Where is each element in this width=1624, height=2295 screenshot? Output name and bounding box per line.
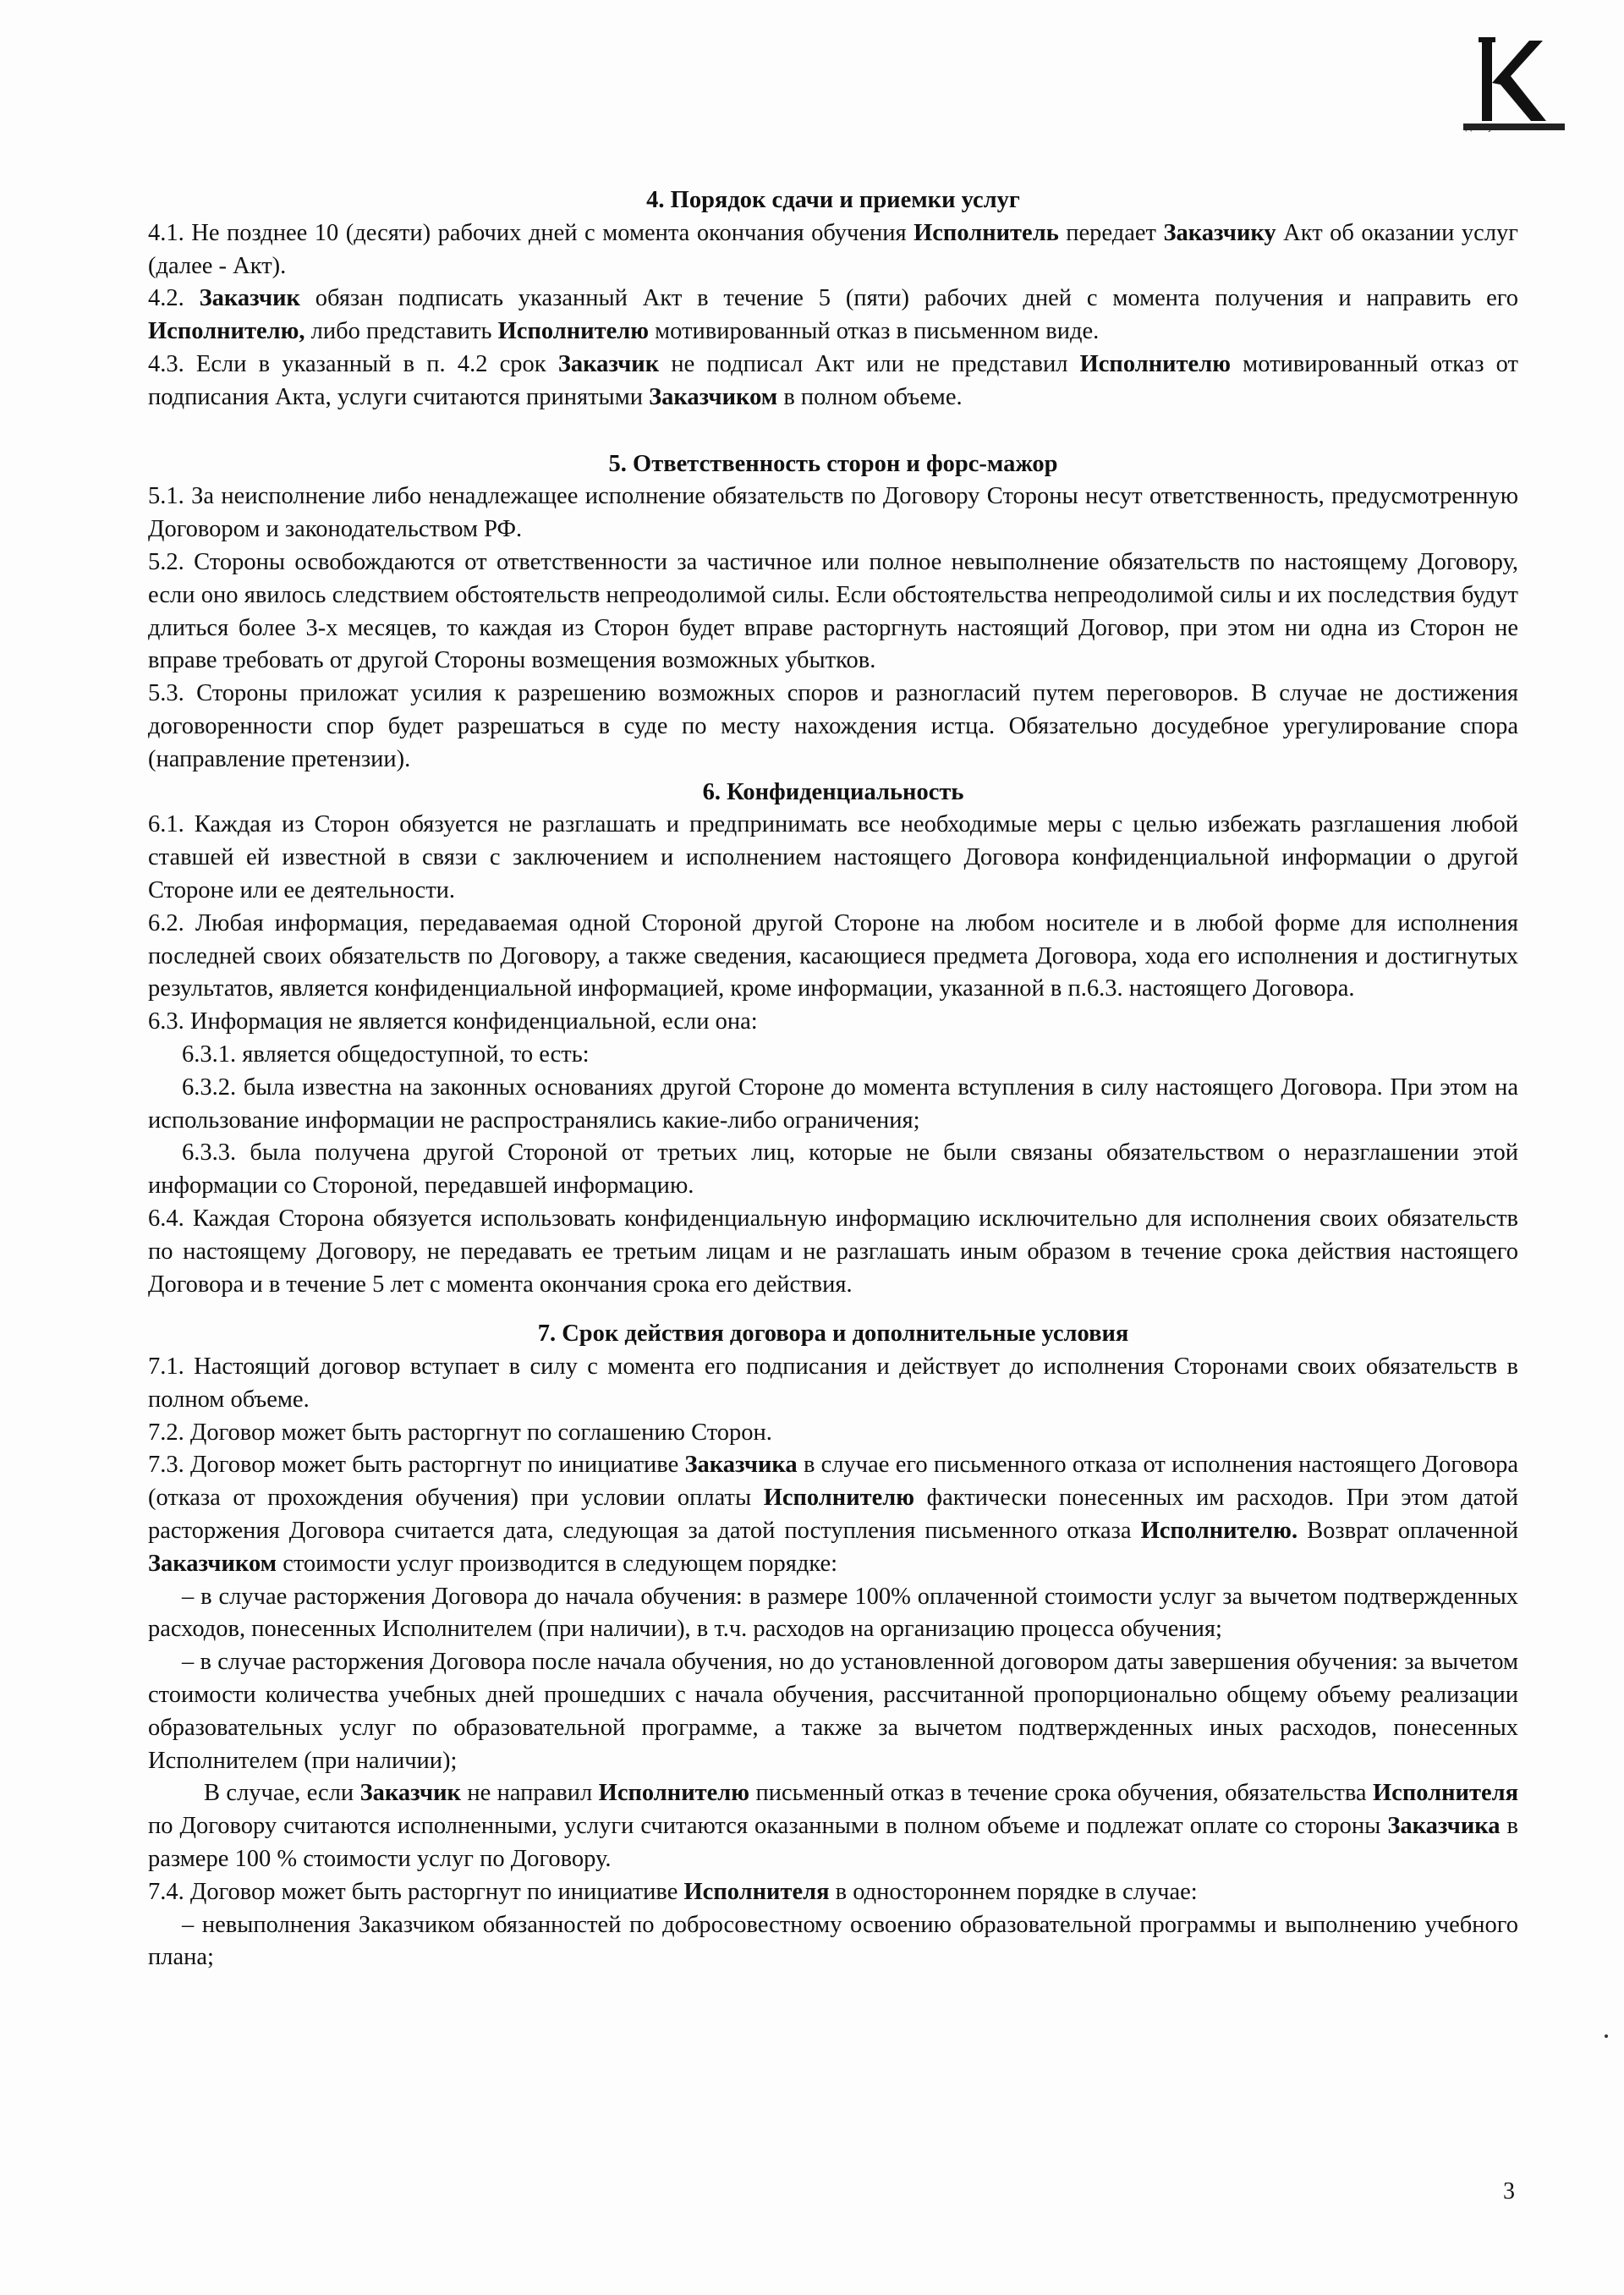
logo-tagline: Доступно о сложном xyxy=(1465,124,1563,133)
scan-speck xyxy=(1605,2034,1608,2038)
section-4-title: 4. Порядок сдачи и приемки услуг xyxy=(646,187,1020,213)
clause-5-1: 5.1. За неисполнение либо ненадлежащее исполнение обязательств по Договору Стороны несут ответственность, предусмотренную Договором и законодательством РФ. xyxy=(148,483,1518,543)
clause-7-4: 7.4. Договор может быть расторгнут по инициативе Исполнителя в одностороннем порядке в случае: xyxy=(148,1878,1198,1905)
clause-6-3-3: 6.3.3. была получена другой Стороной от третьих лиц, которые не были связаны обязательством о неразглашении этой информации со Стороной, передавшей информацию. xyxy=(148,1139,1518,1200)
page-number: 3 xyxy=(1503,2178,1515,2204)
clause-6-3-1: 6.3.1. является общедоступной, то есть: xyxy=(182,1040,590,1068)
clause-6-3-2: 6.3.2. была известна на законных основаниях другой Стороне до момента вступления в силу настоящего Договора. При этом на использование информации не распространялись какие-либо ограничения; xyxy=(148,1073,1518,1134)
clause-7-3-dash-1: – в случае расторжения Договора до начала обучения: в размере 100% оплаченной стоимости услуг за вычетом подтвержденных расходов, понесенных Исполнителем (при наличии), в т.ч. расходов на организацию процесса обучения; xyxy=(148,1583,1518,1643)
clause-7-3-paragraph: В случае, если Заказчик не направил Исполнителю письменный отказ в течение срока обучения, обязательства Исполнителя по Договору считаются исполненными, услуги считаются оказанными в полном объеме и подлежат оплате со стороны Заказчика в размере 100 % стоимости услуг по Договору. xyxy=(148,1780,1519,1873)
clause-7-3-dash-2: – в случае расторжения Договора после начала обучения, но до установленной договором даты завершения обучения: за вычетом стоимости количества учебных дней прошедших с начала обучения, рассчитанной пропорционально общему объему реализации образовательных услуг по образовательной программе, а также за вычетом подтвержденных иных расходов, понесенных Исполнителем (при наличии); xyxy=(148,1649,1518,1774)
clause-6-4: 6.4. Каждая Сторона обязуется использовать конфиденциальную информацию исключительно для исполнения своих обязательств по настоящему Договору, не передавать ее третьим лицам и не разглашать иным образом в течение срока действия настоящего Договора и в течение 5 лет с момента окончания срока его действия. xyxy=(148,1205,1518,1298)
clause-6-3: 6.3. Информация не является конфиденциальной, если она: xyxy=(148,1008,758,1035)
clause-4-2: 4.2. Заказчик обязан подписать указанный Акт в течение 5 (пяти) рабочих дней с момента получения и направить его Исполнителю, либо представить Исполнителю мотивированный отказ в письменном виде. xyxy=(148,285,1518,345)
clause-7-4-dash-1: – невыполнения Заказчиком обязанностей по добросовестному освоению образовательной программы и выполнению учебного плана; xyxy=(148,1911,1518,1971)
clause-6-1: 6.1. Каждая из Сторон обязуется не разглашать и предпринимать все необходимые меры с целью избежать разглашения любой ставшей ей известной в связи с заключением и исполнением настоящего Договора конфиденциальной информации о другой Стороне или ее деятельности. xyxy=(148,811,1518,903)
clause-4-3: 4.3. Если в указанный в п. 4.2 срок Заказчик не подписал Акт или не представил Исполнителю мотивированный отказ от подписания Акта, услуги считаются принятыми Заказчиком в полном объеме. xyxy=(148,350,1518,410)
clause-4-1: 4.1. Не позднее 10 (десяти) рабочих дней с момента окончания обучения Исполнитель передает Заказчику Акт об оказании услуг (далее - Акт). xyxy=(148,219,1518,279)
section-6-title: 6. Конфиденциальность xyxy=(702,778,964,805)
clause-5-2: 5.2. Стороны освобождаются от ответственности за частичное или полное невыполнение обязательств по настоящему Договору, если оно явилось следствием обстоятельств непреодолимой силы. Если обстоятельства непреодолимой силы и их последствия будут длиться более 3-х месяцев, то каждая из Сторон будет вправе расторгнуть настоящий Договор, при этом ни одна из Сторон не вправе требовать от другой Стороны возмещения возможных убытков. xyxy=(148,548,1518,674)
clause-7-1: 7.1. Настоящий договор вступает в силу с момента его подписания и действует до исполнения Сторонами своих обязательств в полном объеме. xyxy=(148,1353,1518,1413)
document-body xyxy=(148,184,1518,1974)
clause-7-3: 7.3. Договор может быть расторгнут по инициативе Заказчика в случае его письменного отказа от исполнения настоящего Договора (отказа от прохождения обучения) при условии оплаты Исполнителю фактически понесенных им расходов. При этом датой расторжения Договора считается дата, следующая за датой поступления письменного отказа Исполнителю. Возврат оплаченной Заказчиком стоимости услуг производится в следующем порядке: xyxy=(148,1452,1519,1577)
clause-5-3: 5.3. Стороны приложат усилия к разрешению возможных споров и разногласий путем переговоров. В случае не достижения договоренности спор будет разрешаться в суде по месту нахождения истца. Обязательно досудебное урегулирование спора (направление претензии). xyxy=(148,680,1518,772)
clause-7-2: 7.2. Договор может быть расторгнут по соглашению Сторон. xyxy=(148,1419,772,1446)
section-7-title: 7. Срок действия договора и дополнительные условия xyxy=(537,1320,1129,1348)
section-5-title: 5. Ответственность сторон и форс-мажор xyxy=(608,450,1058,477)
clause-6-2: 6.2. Любая информация, передаваемая одной Стороной другой Стороне на любом носителе и в любой форме для исполнения последней своих обязательств по Договору, а также сведения, касающиеся предмета Договора, хода его исполнения и достигнутых результатов, является конфиденциальной информацией, кроме информации, указанной в п.6.3. настоящего Договора. xyxy=(148,909,1518,1002)
